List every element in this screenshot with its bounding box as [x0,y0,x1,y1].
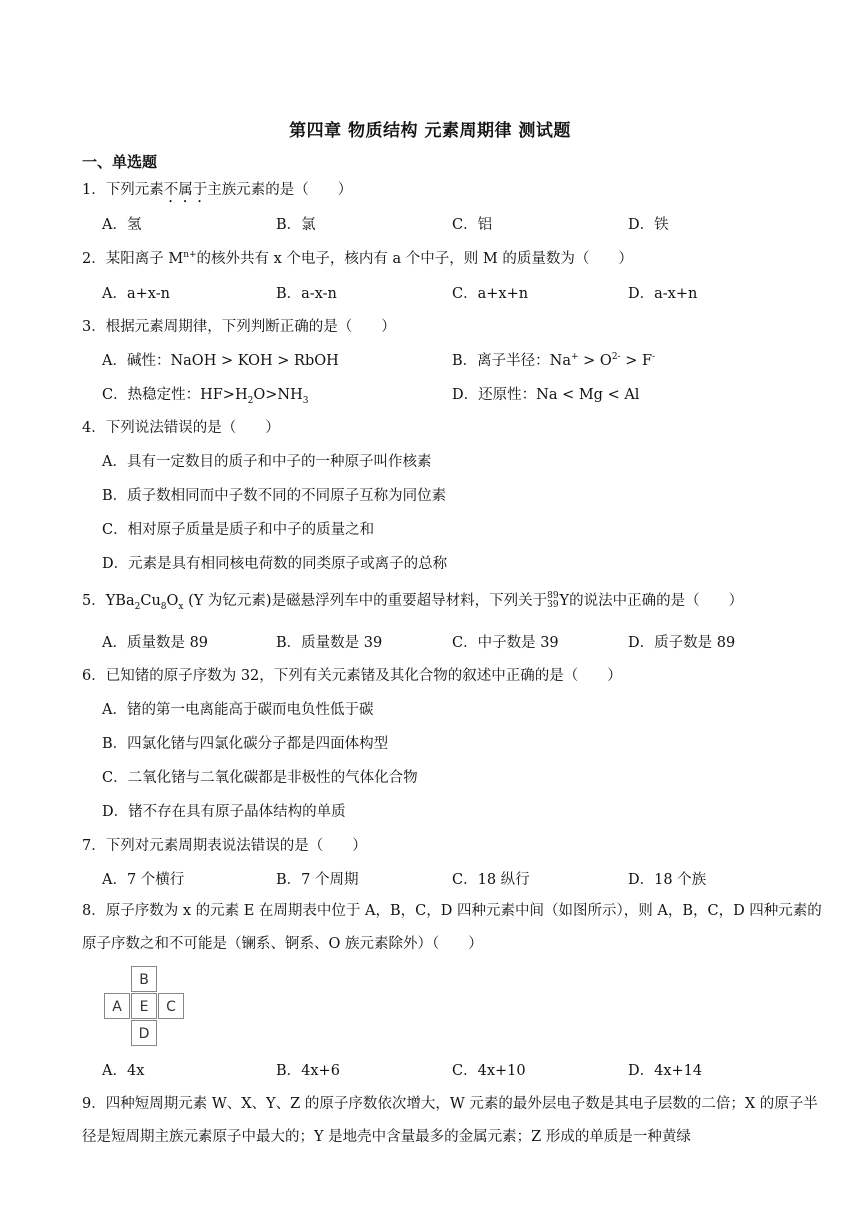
cell-c: C [158,993,184,1019]
question-7-stem: 7．下列对元素周期表说法错误的是（ ） [82,838,367,854]
question-9-stem: 9．四种短周期元素 W、X、Y、Z 的原子序数依次增大，W 元素的最外层电子数是其电子层数的二倍；X 的原子半径是短周期主族元素原子中最大的；Y 是地壳中含量最多的金属元素；Z 形成的单质是一种黄绿 [82,1096,818,1145]
question-8-option-b: B．4x+6 [276,1063,340,1079]
cell-d: D [131,1020,157,1046]
question-6-stem: 6．已知锗的原子序数为 32，下列有关元素锗及其化合物的叙述中正确的是（ ） [82,668,622,684]
question-4-option-d: D．元素是具有相同核电荷数的同类原子或离子的总称 [102,556,448,572]
nuclide-notation: 89 39 [547,591,559,610]
question-3-option-c: C．热稳定性：$HF>H_2O>NH_3$ [102,387,309,406]
question-1-option-b: B．氯 [276,217,316,233]
question-2-option-d: D．a-x+n [628,286,698,302]
question-7-option-c: C．18 纵行 [452,872,530,888]
question-7-option-b: B．7 个周期 [276,872,359,888]
question-3-option-d: D．还原性：Na < Mg < Al [452,387,640,403]
question-8-option-d: D．4x+14 [628,1063,703,1079]
question-5-option-d: D．质子数是 89 [628,635,736,651]
periodic-position-figure [102,966,186,1050]
question-1-option-a: A．氢 [102,217,142,233]
question-5-option-b: B．质量数是 39 [276,635,383,651]
question-4-option-c: C．相对原子质量是质子和中子的质量之和 [102,522,375,538]
question-5-stem: 5．$YBa_2Cu_8O_x$ (Y 为钇元素)是磁悬浮列车中的重要超导材料，下列关于89 39Y的说法中正确的是（ ） [82,591,744,612]
question-7-option-a: A．7 个横行 [102,872,185,888]
question-3-option-b: B．离子半径：$Na^+ > O^{2-} > F^-$ [452,352,656,369]
question-5-option-c: C．中子数是 39 [452,635,559,651]
formula-ybacuo: $YBa_2Cu_8O_x$ [105,593,184,612]
question-6-option-b: B．四氯化锗与四氯化碳分子都是四面体构型 [102,736,389,752]
question-6-option-a: A．锗的第一电离能高于碳而电负性低于碳 [102,702,374,718]
question-1-stem: 1．下列元素不属于主族元素的是（ ） [82,182,353,198]
question-4-option-a: A．具有一定数目的质子和中子的一种原子叫作核素 [102,454,432,470]
question-8-option-a: A．4x [102,1063,145,1079]
cell-a: A [104,993,130,1019]
document-title: 第四章 物质结构 元素周期律 测试题 [289,121,571,141]
question-4-stem: 4．下列说法错误的是（ ） [82,420,280,436]
question-3-stem: 3．根据元素周期律，下列判断正确的是（ ） [82,319,396,335]
section-heading: 一、单选题 [82,153,158,171]
question-2-stem: 2．某阳离子 $M^{n+}$的核外共有 x 个电子，核内有 a 个中子，则 M 的质量数为（ ） [82,250,633,267]
cell-e: E [131,993,157,1019]
question-5-option-a: A．质量数是 89 [102,635,209,651]
question-1-option-c: C．铝 [452,217,493,233]
question-7-option-d: D．18 个族 [628,872,707,888]
question-2-option-c: C．a+x+n [452,286,529,302]
question-1-option-d: D．铁 [628,217,669,233]
question-8-stem: 8．原子序数为 x 的元素 E 在周期表中位于 A，B，C，D 四种元素中间（如图所示），则 A，B，C，D 四种元素的原子序数之和不可能是（镧系、锕系、O 族元素除外）（ ） [82,903,822,952]
question-2-option-b: B．a-x-n [276,286,337,302]
cell-b: B [131,966,157,992]
question-4-option-b: B．质子数相同而中子数不同的不同原子互称为同位素 [102,488,447,504]
question-8-option-c: C．4x+10 [452,1063,526,1079]
question-6-option-d: D．锗不存在具有原子晶体结构的单质 [102,804,346,820]
question-2-option-a: A．a+x-n [102,286,170,302]
question-3-option-a: A．碱性：NaOH > KOH > RbOH [102,353,339,369]
question-6-option-c: C．二氧化锗与二氧化碳都是非极性的气体化合物 [102,770,418,786]
